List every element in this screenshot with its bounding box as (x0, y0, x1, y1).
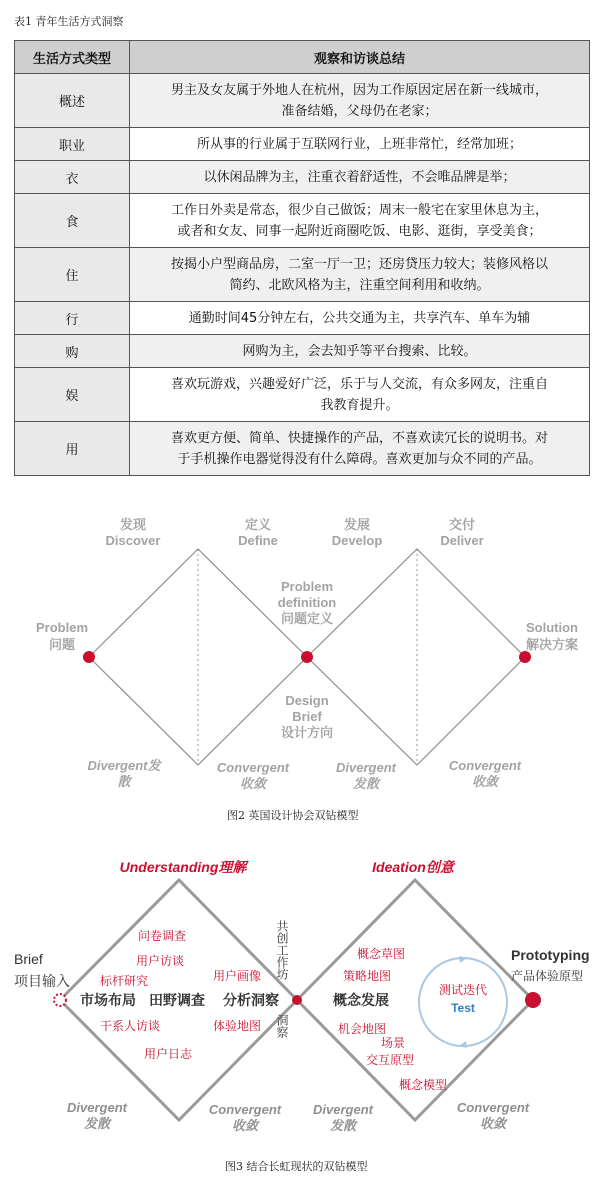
double-diamond-figure (0, 505, 600, 800)
figure3-caption: 图3 结合长虹现状的双钻模型 (225, 1160, 368, 1173)
problem-definition-en2: definition (277, 595, 337, 610)
row-type: 住 (15, 248, 130, 302)
problem-definition-cn: 问题定义 (280, 611, 334, 626)
item-opportunity-map: 机会地图 (337, 1022, 387, 1036)
design-brief-en2: Brief (292, 709, 322, 724)
f3-bottom-divergent-2-en: Divergent (313, 1102, 373, 1117)
problem-cn: 问题 (48, 637, 76, 652)
f3-bottom-convergent-1-cn: 收敛 (231, 1118, 259, 1133)
f2-bottom-divergent-1-en: Divergent发 (87, 758, 161, 773)
phase-develop-en: Develop (331, 533, 383, 548)
phase-define-en: Define (238, 533, 278, 548)
item-user-diary: 用户日志 (143, 1047, 193, 1061)
phase-develop-cn: 发展 (343, 517, 371, 532)
item-journey-map: 体验地图 (212, 1019, 262, 1033)
table-caption: 表1 青年生活方式洞察 (14, 15, 124, 28)
f2-bottom-convergent-1-en: Convergent (216, 760, 290, 775)
row-summary: 工作日外卖是常态，很少自己做饭；周末一般宅在家里休息为主， 或者和女友、同事一起附近商圈吃饭、电影、逛街，享受美食； (130, 194, 590, 248)
row-type: 衣 (15, 161, 130, 194)
loop-arrow-bottom (459, 1041, 467, 1048)
row-type: 职业 (15, 128, 130, 161)
ideation-label: Ideation创意 (372, 859, 454, 875)
item-market-layout: 市场布局 (80, 992, 136, 1008)
table-row (15, 335, 590, 368)
row-type: 概述 (15, 74, 130, 128)
diamond-right-outline (307, 549, 525, 765)
phase-discover-cn: 发现 (119, 517, 147, 532)
prototyping-en: Prototyping (511, 947, 590, 963)
item-questionnaire: 问卷调查 (137, 929, 187, 943)
workshop-label: 共创工作坊 (275, 920, 289, 980)
header-type: 生活方式类型 (15, 41, 130, 74)
f2-bottom-convergent-2-en: Convergent (448, 758, 522, 773)
f3-bottom-divergent-1-cn: 发散 (83, 1116, 111, 1131)
problem-en: Problem (35, 620, 89, 635)
table-row (15, 368, 590, 422)
row-summary: 喜欢玩游戏，兴趣爱好广泛，乐于与人交流，有众多网友，注重自 我教育提升。 (130, 368, 590, 422)
solution-cn: 解决方案 (525, 637, 579, 652)
diamond-left-outline (89, 549, 307, 765)
item-concept-model: 概念模型 (398, 1078, 448, 1092)
brief-cn: 项目输入 (14, 973, 70, 989)
brief-en: Brief (14, 951, 43, 967)
item-insight-analysis: 分析洞察 (223, 992, 279, 1008)
test-iteration-cn: 测试迭代 (438, 983, 488, 997)
f2-bottom-convergent-2-cn: 收敛 (471, 774, 499, 789)
definition-dot (301, 651, 313, 663)
prototyping-cn: 产品体验原型 (511, 969, 584, 983)
row-summary: 所从事的行业属于互联网行业，上班非常忙，经常加班； (130, 128, 590, 161)
f3-bottom-convergent-2-cn: 收敛 (479, 1116, 507, 1131)
table-row (15, 194, 590, 248)
table-row (15, 74, 590, 128)
test-en: Test (451, 1001, 475, 1015)
solution-en: Solution (526, 620, 578, 635)
table-row (15, 248, 590, 302)
center-dot (292, 995, 302, 1005)
row-summary: 通勤时间45分钟左右，公共交通为主，共享汽车、单车为辅 (130, 302, 590, 335)
loop-arrow-top (459, 956, 467, 963)
understanding-label: Understanding理解 (119, 859, 247, 875)
item-user-interview: 用户访谈 (135, 954, 185, 968)
solution-dot (519, 651, 531, 663)
phase-deliver-en: Deliver (440, 533, 484, 548)
insight-vertical-label: 洞察 (275, 1014, 289, 1038)
f2-bottom-convergent-1-cn: 收敛 (239, 776, 267, 791)
problem-definition-en1: Problem (280, 579, 334, 594)
item-concept-sketch: 概念草图 (356, 947, 406, 961)
item-benchmark: 标杆研究 (99, 974, 149, 988)
row-summary: 网购为主，会去知乎等平台搜索、比较。 (130, 335, 590, 368)
row-summary: 喜欢更方便、简单、快捷操作的产品，不喜欢读冗长的说明书。对 于手机操作电器觉得没有什么障碍。喜欢更加与众不同的产品。 (130, 422, 590, 476)
item-persona: 用户画像 (212, 969, 262, 983)
header-summary: 观察和访谈总结 (130, 41, 590, 74)
row-type: 娱 (15, 368, 130, 422)
f2-bottom-divergent-2-en: Divergent (336, 760, 396, 775)
table-header-row (15, 41, 590, 74)
f2-bottom-divergent-2-cn: 发散 (352, 776, 380, 791)
item-concept-development: 概念发展 (333, 992, 389, 1008)
row-summary: 男主及女友属于外地人在杭州，因为工作原因定居在新一线城市， 准备结婚，父母仍在老家； (130, 74, 590, 128)
f3-bottom-convergent-2-en: Convergent (456, 1100, 530, 1115)
lifestyle-table (14, 40, 590, 476)
row-type: 食 (15, 194, 130, 248)
table-row (15, 422, 590, 476)
changhong-double-diamond-figure (0, 840, 600, 1150)
problem-dot (83, 651, 95, 663)
f3-bottom-divergent-2-cn: 发散 (329, 1118, 357, 1133)
item-interaction-prototype: 交互原型 (365, 1053, 415, 1067)
f3-bottom-divergent-1-en: Divergent (67, 1100, 127, 1115)
figure2-caption: 图2 英国设计协会双钻模型 (227, 809, 359, 822)
table-row (15, 161, 590, 194)
table-row (15, 128, 590, 161)
phase-discover-en: Discover (105, 533, 161, 548)
design-brief-cn: 设计方向 (280, 725, 334, 740)
f2-bottom-divergent-1-cn: 散 (117, 774, 131, 789)
prototyping-dot (525, 992, 541, 1008)
row-type: 行 (15, 302, 130, 335)
f3-bottom-convergent-1-en: Convergent (208, 1102, 282, 1117)
row-summary: 以休闲品牌为主，注重衣着舒适性，不会唯品牌是举； (130, 161, 590, 194)
phase-deliver-cn: 交付 (448, 517, 476, 532)
design-brief-en1: Design (285, 693, 329, 708)
phase-define-cn: 定义 (244, 517, 272, 532)
item-field-research: 田野调查 (149, 992, 205, 1008)
item-stakeholder-interview: 干系人访谈 (99, 1019, 161, 1033)
row-summary: 按揭小户型商品房，二室一厅一卫；还房贷压力较大；装修风格以 简约、北欧风格为主，注重空间利用和收纳。 (130, 248, 590, 302)
table-row (15, 302, 590, 335)
brief-dot (54, 994, 66, 1006)
item-strategy-map: 策略地图 (342, 969, 392, 983)
row-type: 用 (15, 422, 130, 476)
row-type: 购 (15, 335, 130, 368)
item-scenario: 场景 (380, 1036, 406, 1050)
